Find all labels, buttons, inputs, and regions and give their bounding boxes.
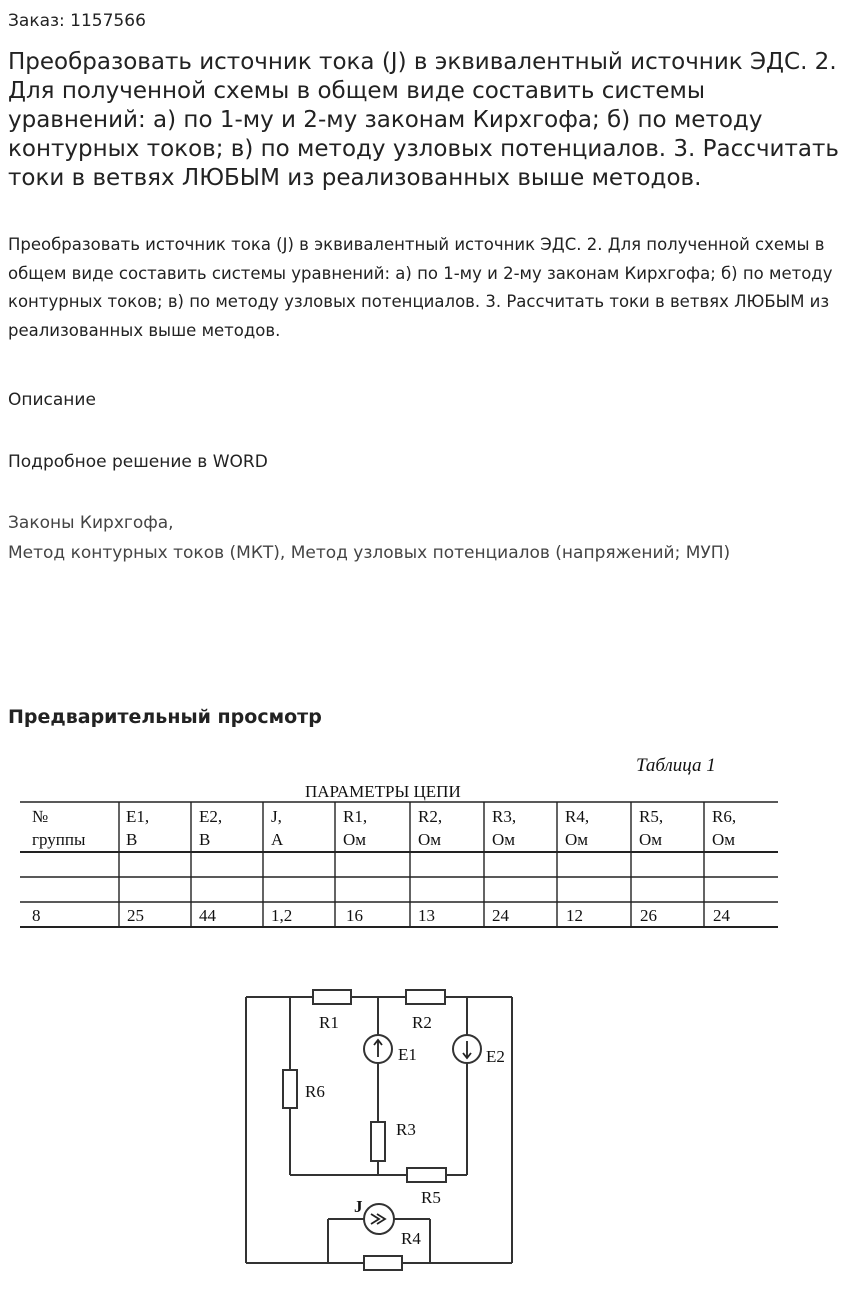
resistor-r5 xyxy=(407,1168,446,1182)
solution-note: Подробное решение в WORD xyxy=(8,452,268,472)
label-e1: E1 xyxy=(398,1045,417,1064)
resistor-r2 xyxy=(406,990,445,1004)
cell-7: 12 xyxy=(566,906,583,925)
header-1-b: В xyxy=(126,830,138,849)
resistor-r3 xyxy=(371,1122,385,1161)
label-r2: R2 xyxy=(412,1013,432,1032)
cell-1: 25 xyxy=(127,906,144,925)
label-e2: E2 xyxy=(486,1047,505,1066)
cell-6: 24 xyxy=(492,906,509,925)
keywords-block xyxy=(8,508,730,568)
description-text: Преобразовать источник тока (J) в эквивалентный источник ЭДС. 2. Для полученной схемы в общем виде составить системы уравнений: а) по 1-му и 2-му законам Кирхгофа; б) по методу контурных токов; в) по методу узловых потенциалов. 3. Рассчитать токи в ветвях ЛЮБЫМ из реализованных выше методов. xyxy=(8,235,833,340)
resistor-r6 xyxy=(283,1070,297,1108)
header-3-a: J, xyxy=(271,807,282,826)
header-5-b: Ом xyxy=(418,830,442,849)
header-7-b: Ом xyxy=(565,830,589,849)
header-0-b: группы xyxy=(32,830,86,849)
header-1-a: E1, xyxy=(126,807,150,826)
table-caption: Таблица 1 xyxy=(636,755,716,776)
label-r1: R1 xyxy=(319,1013,339,1032)
resistor-r1 xyxy=(313,990,351,1004)
label-r4: R4 xyxy=(401,1229,421,1248)
page-title: Преобразовать источник тока (J) в эквивалентный источник ЭДС. 2. Для полученной схемы в общем виде составить системы уравнений: а) по 1-му и 2-му законам Кирхгофа; б) по методу контурных токов; в) по методу узловых потенциалов. 3. Рассчитать токи в ветвях ЛЮБЫМ из реализованных выше методов. xyxy=(8,49,839,191)
header-0-a: № xyxy=(32,807,49,826)
order-number: Заказ: 1157566 xyxy=(8,11,146,31)
params-table-row xyxy=(32,906,731,925)
header-7-a: R4, xyxy=(565,807,590,826)
label-r5: R5 xyxy=(421,1188,441,1207)
header-4-a: R1, xyxy=(343,807,368,826)
description-heading: Описание xyxy=(8,390,96,410)
resistor-r4 xyxy=(364,1256,402,1270)
header-6-a: R3, xyxy=(492,807,517,826)
label-j: J xyxy=(354,1197,363,1216)
header-8-b: Ом xyxy=(639,830,663,849)
header-2-a: E2, xyxy=(199,807,223,826)
header-6-b: Ом xyxy=(492,830,516,849)
header-9-b: Ом xyxy=(712,830,736,849)
preview-scan-image xyxy=(0,745,847,1296)
keywords-line-1: Законы Кирхгофа, xyxy=(8,513,174,533)
header-8-a: R5, xyxy=(639,807,664,826)
cell-3: 1,2 xyxy=(271,906,293,925)
header-2-b: В xyxy=(199,830,211,849)
header-5-a: R2, xyxy=(418,807,443,826)
cell-9: 24 xyxy=(713,906,730,925)
header-3-b: А xyxy=(271,830,284,849)
cell-2: 44 xyxy=(199,906,216,925)
circuit-components xyxy=(283,990,481,1270)
cell-4: 16 xyxy=(346,906,363,925)
label-r6: R6 xyxy=(305,1082,325,1101)
cell-0: 8 xyxy=(32,906,41,925)
cell-5: 13 xyxy=(418,906,435,925)
header-9-a: R6, xyxy=(712,807,737,826)
cell-8: 26 xyxy=(640,906,657,925)
table-title: ПАРАМЕТРЫ ЦЕПИ xyxy=(305,782,461,801)
preview-heading: Предварительный просмотр xyxy=(8,706,322,728)
header-4-b: Ом xyxy=(343,830,367,849)
keywords-line-2: Метод контурных токов (МКТ), Метод узловых потенциалов (напряжений; МУП) xyxy=(8,543,731,563)
label-r3: R3 xyxy=(396,1120,416,1139)
